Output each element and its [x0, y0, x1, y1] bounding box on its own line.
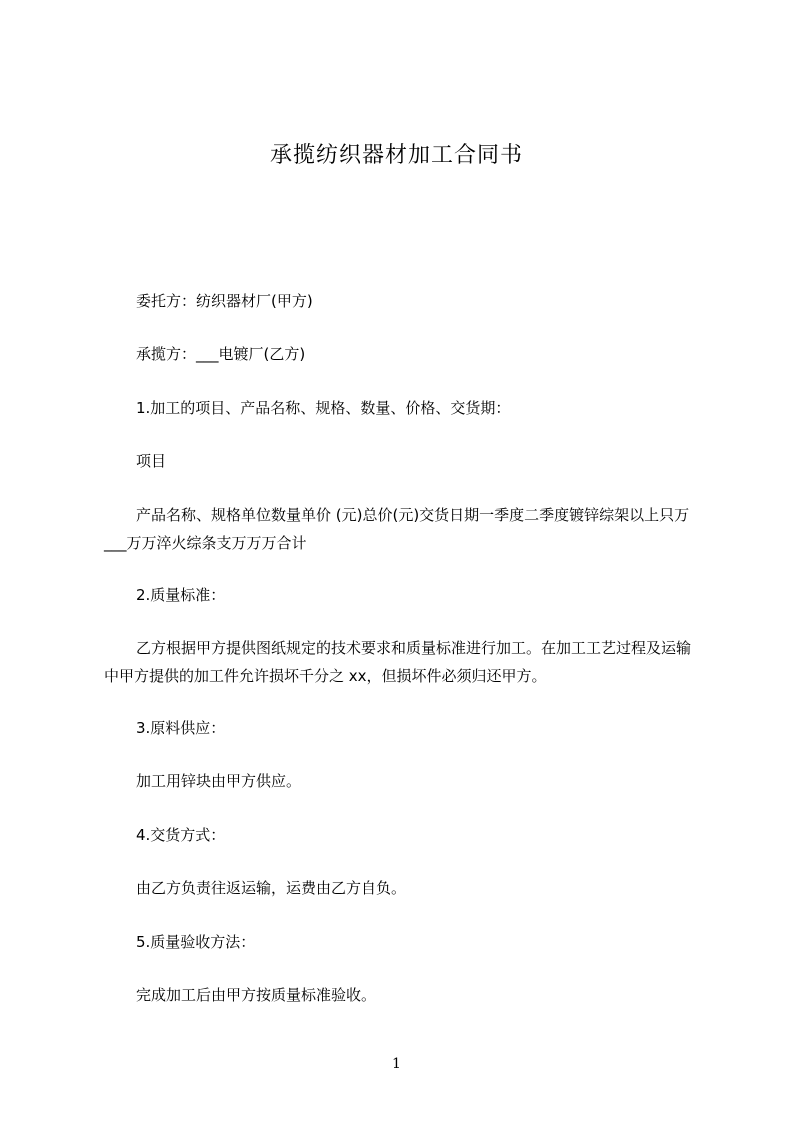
- paragraph-quality-standard: 乙方根据甲方提供图纸规定的技术要求和质量标准进行加工。在加工工艺过程及运输中甲方提供的加工件允许损坏千分之 xx，但损坏件必须归还甲方。: [104, 639, 692, 685]
- paragraph-heading-1: 1.加工的项目、产品名称、规格、数量、价格、交货期：: [136, 399, 511, 417]
- paragraph-acceptance: 完成加工后由甲方按质量标准验收。: [136, 986, 377, 1004]
- paragraph-product-table-text: 产品名称、规格单位数量单价 (元)总价(元)交货日期一季度二季度镀锌综架以上只万___万万淬火综条支万万万合计: [104, 506, 690, 552]
- paragraph-material-supply: 加工用锌块由甲方供应。: [136, 772, 302, 790]
- paragraph-item: 项目: [136, 452, 167, 470]
- paragraph-client: 委托方：纺织器材厂(甲方): [136, 292, 313, 310]
- paragraph-heading-5: 5.质量验收方法：: [136, 933, 256, 951]
- document-title: 承揽纺织器材加工合同书: [269, 143, 523, 168]
- page-number: 1: [392, 1056, 401, 1072]
- paragraph-heading-4: 4.交货方式：: [136, 826, 226, 844]
- paragraph-contractor: 承揽方：___电镀厂(乙方): [136, 345, 306, 363]
- paragraph-heading-3: 3.原料供应：: [136, 719, 226, 737]
- paragraph-heading-2: 2.质量标准：: [136, 586, 226, 604]
- paragraph-delivery-method: 由乙方负责往返运输，运费由乙方自负。: [136, 879, 407, 897]
